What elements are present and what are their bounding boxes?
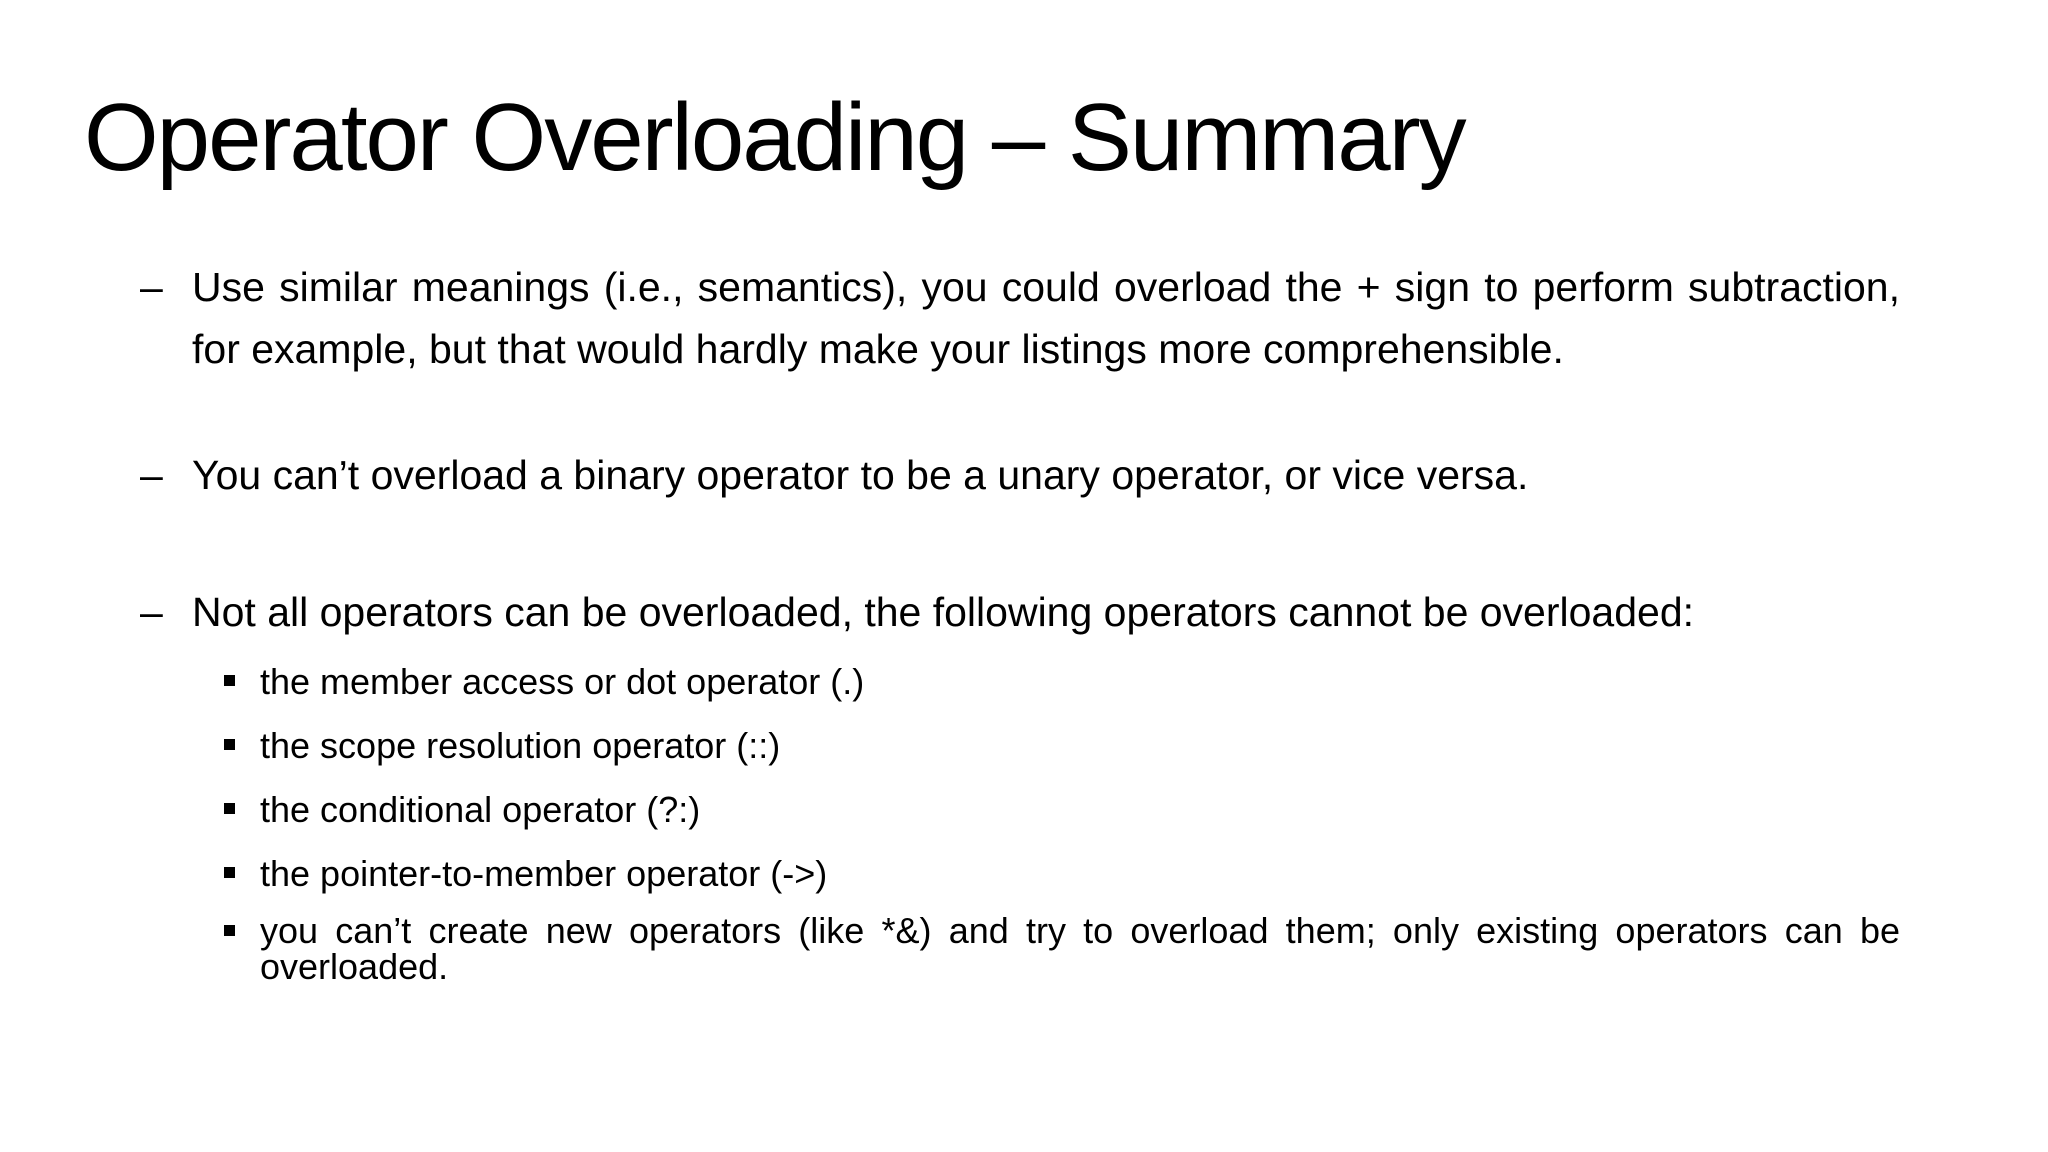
sub-bullet-text: the pointer-to-member operator (->) [260,853,828,894]
bullet-text: You can’t overload a binary operator to be a unary operator, or vice versa. [192,452,1529,498]
sub-bullet-item [260,849,1900,899]
sub-bullet-item [260,721,1900,771]
square-bullet-icon [224,867,235,878]
square-bullet-icon [224,739,235,750]
bullet-text: Use similar meanings (i.e., semantics), you could overload the + sign to perform subtraction, for example, but that would hardly make your listings more comprehensible. [192,264,1900,372]
slide-body [140,256,1900,999]
bullet-item [140,256,1900,380]
sub-bullet-text: the member access or dot operator (.) [260,661,865,702]
sub-bullet-list [140,657,1900,985]
square-bullet-icon [224,925,235,936]
square-bullet-icon [224,803,235,814]
bullet-item [140,581,1900,643]
sub-bullet-item [260,785,1900,835]
dash-bullet-marker: – [140,452,163,498]
sub-bullet-item [260,657,1900,707]
slide-title: Operator Overloading – Summary [84,84,1465,191]
square-bullet-icon [224,675,235,686]
dash-bullet-marker: – [140,264,163,310]
bullet-text: Not all operators can be overloaded, the following operators cannot be overloaded: [192,589,1695,635]
bullet-item [140,444,1900,506]
sub-bullet-text: the scope resolution operator (::) [260,725,781,766]
dash-bullet-marker: – [140,589,163,635]
sub-bullet-text: you can’t create new operators (like *&) and try to overload them; only existing operators can be overloaded. [260,910,1900,987]
sub-bullet-item [260,910,1900,987]
sub-bullet-text: the conditional operator (?:) [260,789,701,830]
